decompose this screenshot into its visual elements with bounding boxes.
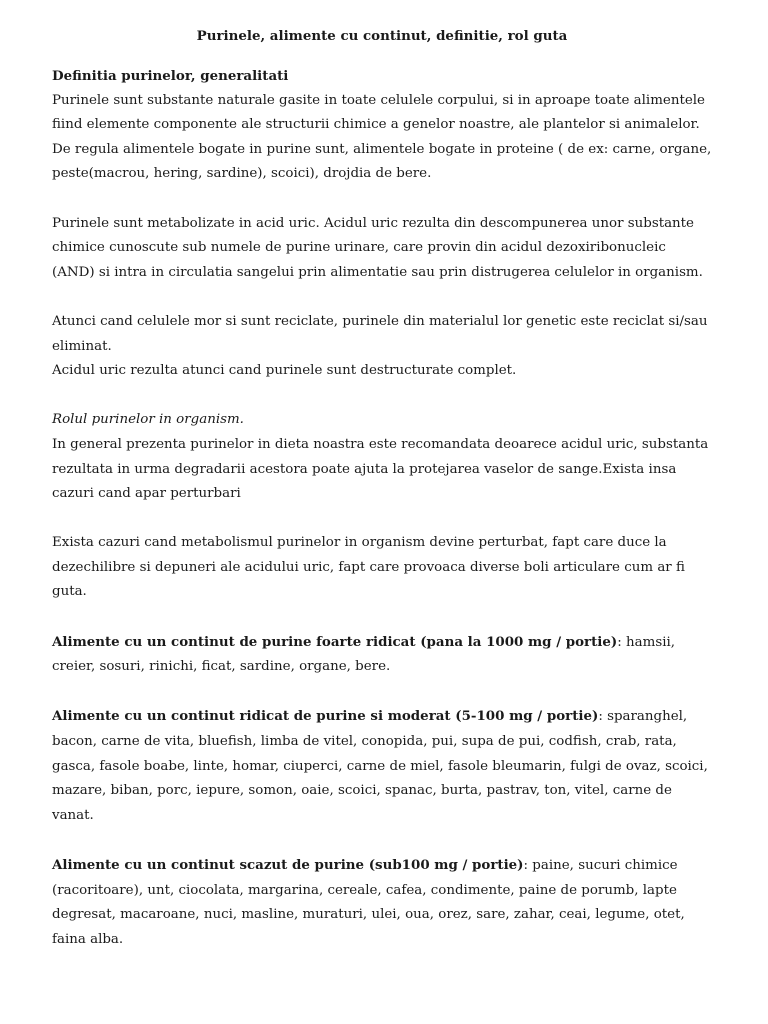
paragraph-disorders: Exista cazuri cand metabolismul purinelor in organism devine perturbat, fapt care duce la dezechilibre si depuneri ale acidului uric, fapt care provoaca diverse boli articulare cum ar fi guta. <box>52 535 685 600</box>
food-list-high-moderate-label: Alimente cu un continut ridicat de purine si moderat (5-100 mg / portie) <box>52 708 599 725</box>
food-list-low-label: Alimente cu un continut scazut de purine (sub100 mg / portie) <box>52 857 524 873</box>
food-list-high-moderate-items: : sparanghel, bacon, carne de vita, bluefish, limba de vitel, conopida, pui, supa de pui, codfish, crab, rata, gasca, fasole boabe, linte, homar, ciuperci, carne de miel, fasole bleumarin, fulgi de ovaz, scoici, mazare, biban, porc, iepure, somon, oaie, scoici, spanac, burta, pastrav, ton, vitel, carne de vanat. <box>52 709 708 823</box>
page-title: Purinele, alimente cu continut, definitie, rol guta <box>196 28 568 44</box>
food-list-very-high-label: Alimente cu un continut de purine foarte ridicat (pana la 1000 mg / portie) <box>52 633 618 650</box>
paragraph-metabolism: Purinele sunt metabolizate in acid uric. Acidul uric rezulta din descompunerea unor substante chimice cunoscute sub numele de purine urinare, care provin din acidul dezoxiribonucleic (AND) si intra in circulatia sangelui prin alimentatie sau prin distrugerea celulelor in organism. <box>52 215 703 280</box>
paragraph-definition: Purinele sunt substante naturale gasite in toate celulele corpului, si in aproape toate alimentele fiind elemente componente ale structurii chimice a genelor noastre, ale plantelor si animalelor. De regula alimentele bogate in purine sunt, alimentele bogate in proteine ( de ex: carne, organe, peste(macrou, hering, sardine), scoici), drojdia de bere. <box>52 92 712 182</box>
food-list-very-high-items: : hamsii, creier, sosuri, rinichi, ficat, sardine, organe, bere. <box>52 634 676 675</box>
section-heading-role: Rolul purinelor in organism. <box>52 412 244 428</box>
document-page <box>52 24 712 977</box>
paragraph-recycling: Atunci cand celulele mor si sunt reciclate, purinele din materialul lor genetic este reciclat si/sau eliminat. <box>52 313 708 354</box>
food-list-low <box>52 853 712 952</box>
food-list-high-moderate <box>52 704 712 828</box>
food-list-very-high <box>52 630 712 680</box>
section-heading-definition: Definitia purinelor, generalitati <box>52 68 289 84</box>
paragraph-role: In general prezenta purinelor in dieta noastra este recomandata deoarece acidul uric, substanta rezultata in urma degradarii acestora poate ajuta la protejarea vaselor de sange.Exista insa cazuri cand apar perturbari <box>52 436 709 502</box>
food-list-low-items: : paine, sucuri chimice (racoritoare), unt, ciocolata, margarina, cereale, cafea, condimente, paine de porumb, lapte degresat, macaroane, nuci, masline, muraturi, ulei, oua, orez, sare, zahar, ceai, legume, otet, faina alba. <box>52 858 685 947</box>
paragraph-uric-acid: Acidul uric rezulta atunci cand purinele sunt destructurate complet. <box>52 363 517 379</box>
